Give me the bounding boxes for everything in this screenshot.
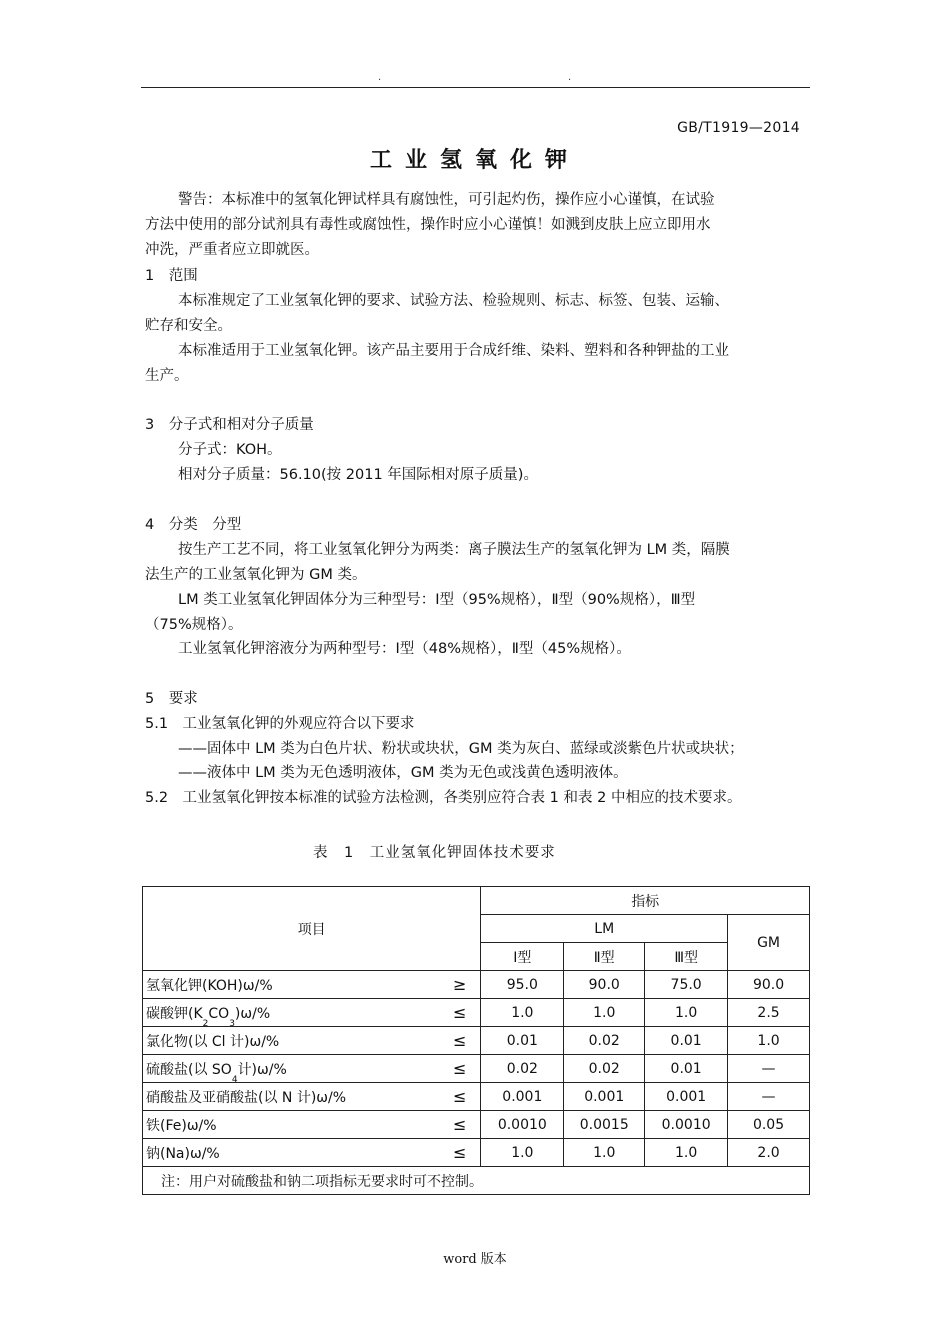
header-dot-left: .: [378, 72, 382, 83]
table-row: [143, 1111, 810, 1139]
row-value-type2: 1.0: [564, 999, 645, 1027]
row-value-type3: 75.0: [645, 971, 728, 999]
row-value-type3: 0.001: [645, 1083, 728, 1111]
row-value-gm: —: [728, 1083, 810, 1111]
row-operator: ≤: [444, 1139, 481, 1167]
row-value-type2: 0.0015: [564, 1111, 645, 1139]
row-item: [143, 999, 444, 1027]
row-value-gm: 2.5: [728, 999, 810, 1027]
row-item-subscript: 3: [229, 1018, 235, 1029]
warning-line-2: 方法中使用的部分试剂具有毒性或腐蚀性，操作时应小心谨慎！如溅到皮肤上应立即用水: [145, 217, 711, 233]
header-gm: GM: [728, 915, 810, 971]
scope-para-1-line-2: 贮存和安全。: [145, 318, 232, 334]
class-para-2-line-1: LM 类工业氢氧化钾固体分为三种型号：Ⅰ型（95%规格），Ⅱ型（90%规格），Ⅲ型: [178, 592, 696, 608]
row-value-type1: 0.02: [481, 1055, 564, 1083]
table-row: [143, 971, 810, 999]
row-operator: ≤: [444, 1083, 481, 1111]
document-title: 工业氢氧化钾: [369, 148, 580, 173]
row-item-text: )ω/%: [234, 1005, 271, 1022]
row-item: [143, 1055, 444, 1083]
footer-text: word 版本: [443, 1252, 507, 1267]
clause-5-1: 5.1 工业氢氧化钾的外观应符合以下要求: [145, 716, 415, 732]
section-1-heading: 1 范围: [145, 268, 198, 284]
row-operator: ≤: [444, 1055, 481, 1083]
scope-para-1-line-1: 本标准规定了工业氢氧化钾的要求、试验方法、检验规则、标志、标签、包装、运输、: [178, 293, 729, 309]
row-item: [143, 971, 444, 999]
molecular-mass: 相对分子质量：56.10(按 2011 年国际相对原子质量)。: [178, 467, 538, 483]
row-value-type2: 0.001: [564, 1083, 645, 1111]
class-para-1-line-2: 法生产的工业氢氧化钾为 GM 类。: [145, 567, 367, 583]
warning-line-1: 警告：本标准中的氢氧化钾试样具有腐蚀性，可引起灼伤，操作应小心谨慎，在试验: [178, 192, 715, 208]
row-item-subscript: 2: [202, 1018, 209, 1029]
row-item-text: 硫酸盐(以 SO: [146, 1061, 232, 1078]
row-value-type3: 1.0: [645, 1139, 728, 1167]
row-value-type1: 1.0: [481, 999, 564, 1027]
row-item-text: 钠(Na)ω/%: [146, 1145, 220, 1162]
row-value-type1: 0.0010: [481, 1111, 564, 1139]
section-5-heading: 5 要求: [145, 691, 198, 707]
row-value-gm: 90.0: [728, 971, 810, 999]
appearance-liquid: ——液体中 LM 类为无色透明液体，GM 类为无色或浅黄色透明液体。: [178, 765, 628, 781]
row-item-text: 硝酸盐及亚硝酸盐(以 N 计)ω/%: [146, 1089, 347, 1106]
table-header-row-1: [143, 887, 810, 915]
table-row: [143, 1139, 810, 1167]
row-value-type1: 0.01: [481, 1027, 564, 1055]
table-row: [143, 1055, 810, 1083]
row-item-text: 计)ω/%: [237, 1061, 287, 1078]
header-type-2: Ⅱ型: [564, 943, 645, 971]
header-lm: LM: [481, 915, 728, 943]
row-value-type3: 0.0010: [645, 1111, 728, 1139]
standard-number: GB/T1919—2014: [677, 120, 800, 136]
row-value-gm: 1.0: [728, 1027, 810, 1055]
row-operator: ≤: [444, 999, 481, 1027]
row-item-text: 氢氧化钾(KOH)ω/%: [146, 977, 273, 994]
row-value-type1: 0.001: [481, 1083, 564, 1111]
header-item: 项目: [143, 887, 481, 971]
row-item-text: 氯化物(以 Cl 计)ω/%: [146, 1033, 280, 1050]
row-item: [143, 1139, 444, 1167]
table-row: [143, 999, 810, 1027]
header-type-1: Ⅰ型: [481, 943, 564, 971]
class-para-1-line-1: 按生产工艺不同，将工业氢氧化钾分为两类：离子膜法生产的氢氧化钾为 LM 类，隔膜: [178, 542, 730, 558]
row-operator: ≤: [444, 1027, 481, 1055]
section-4-heading: 4 分类 分型: [145, 517, 242, 533]
spec-table: [142, 886, 810, 1195]
row-value-type3: 0.01: [645, 1055, 728, 1083]
table-row: [143, 1083, 810, 1111]
header-dot-right: .: [568, 72, 572, 83]
header-type-3: Ⅲ型: [645, 943, 728, 971]
row-item-text: CO: [208, 1005, 230, 1022]
row-value-type2: 1.0: [564, 1139, 645, 1167]
row-value-type2: 0.02: [564, 1055, 645, 1083]
scope-para-2-line-2: 生产。: [145, 368, 189, 384]
row-operator: ≤: [444, 1111, 481, 1139]
row-operator: ≥: [444, 971, 481, 999]
appearance-solid: ——固体中 LM 类为白色片状、粉状或块状，GM 类为灰白、蓝绿或淡紫色片状或块状；: [178, 741, 744, 757]
row-value-type1: 1.0: [481, 1139, 564, 1167]
row-value-type2: 90.0: [564, 971, 645, 999]
row-value-gm: 2.0: [728, 1139, 810, 1167]
row-value-type1: 95.0: [481, 971, 564, 999]
row-value-gm: 0.05: [728, 1111, 810, 1139]
table-note-row: [143, 1167, 810, 1195]
clause-5-2: 5.2 工业氢氧化钾按本标准的试验方法检测，各类别应符合表 1 和表 2 中相应的技术要求。: [145, 790, 742, 806]
row-item: [143, 1027, 444, 1055]
table-note: 注：用户对硫酸盐和钠二项指标无要求时可不控制。: [143, 1167, 810, 1195]
row-item: [143, 1083, 444, 1111]
row-item: [143, 1111, 444, 1139]
class-para-3: 工业氢氧化钾溶液分为两种型号：Ⅰ型（48%规格），Ⅱ型（45%规格）。: [178, 641, 631, 657]
header-index: 指标: [481, 887, 810, 915]
scope-para-2-line-1: 本标准适用于工业氢氧化钾。该产品主要用于合成纤维、染料、塑料和各种钾盐的工业: [178, 343, 729, 359]
row-item-text: 碳酸钾(K: [146, 1005, 203, 1022]
class-para-2-line-2: （75%规格）。: [145, 617, 243, 633]
table-caption: 表 1 工业氢氧化钾固体技术要求: [313, 845, 556, 861]
row-value-type3: 0.01: [645, 1027, 728, 1055]
section-3-heading: 3 分子式和相对分子质量: [145, 417, 314, 433]
row-value-type3: 1.0: [645, 999, 728, 1027]
table-row: [143, 1027, 810, 1055]
row-value-type2: 0.02: [564, 1027, 645, 1055]
warning-line-3: 冲洗，严重者应立即就医。: [145, 242, 319, 258]
row-item-text: 铁(Fe)ω/%: [146, 1117, 217, 1134]
header-rule: [141, 87, 810, 88]
molecular-formula: 分子式：KOH。: [178, 442, 282, 458]
row-value-gm: —: [728, 1055, 810, 1083]
row-item-subscript: 4: [231, 1074, 238, 1085]
